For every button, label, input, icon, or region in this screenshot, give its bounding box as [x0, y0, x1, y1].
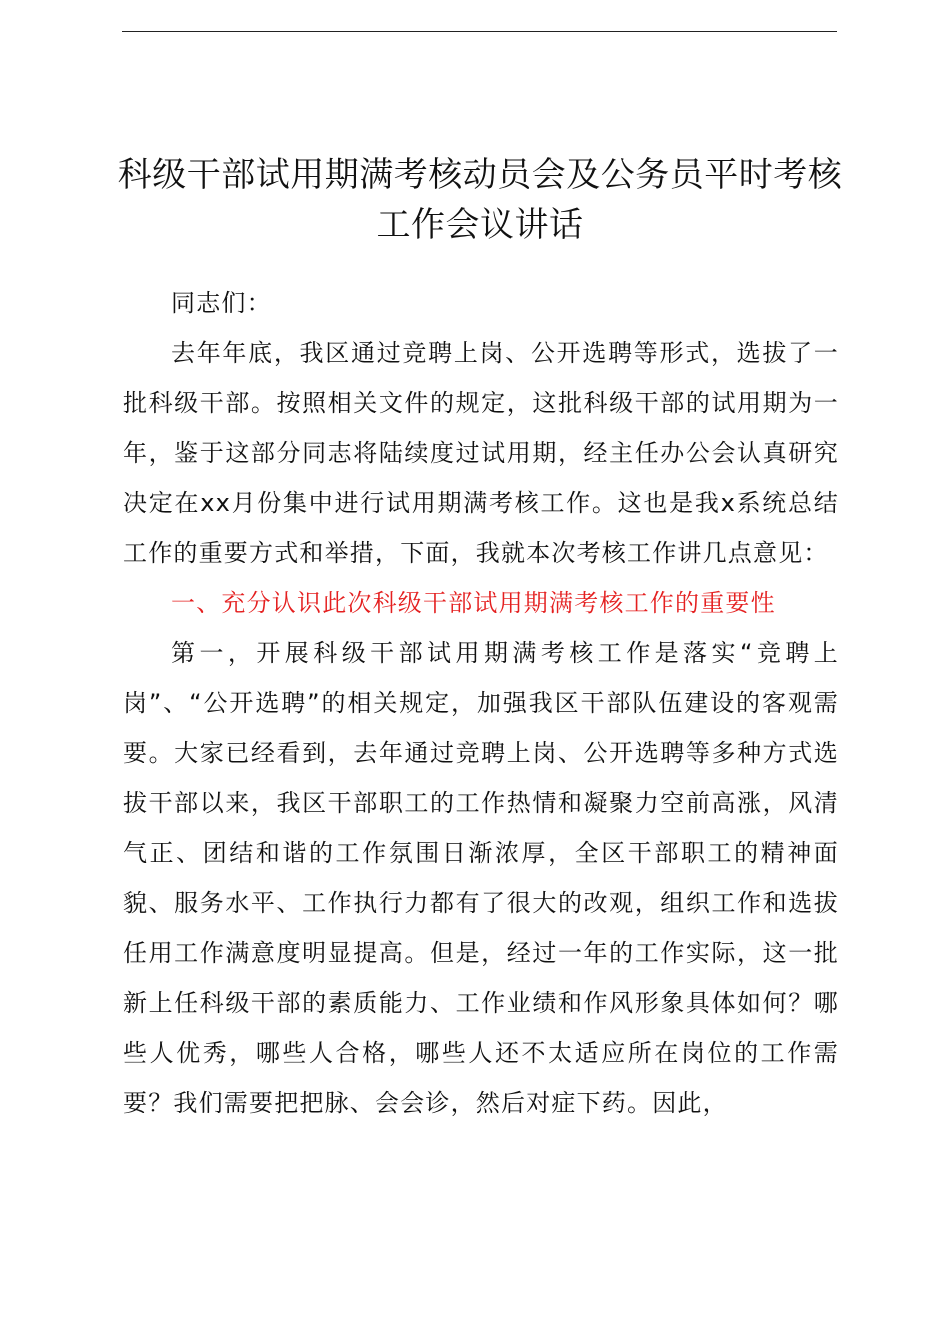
- section-heading: 一、充分认识此次科级干部试用期满考核工作的重要性: [171, 589, 776, 617]
- greeting: 同志们：: [171, 289, 272, 317]
- document-body: [123, 278, 839, 1128]
- header-rule: [122, 31, 837, 32]
- document-title: 科级干部试用期满考核动员会及公务员平时考核工作会议讲话: [117, 155, 843, 245]
- paragraph-first-point: 第一，开展科级干部试用期满考核工作是落实“竞聘上岗”、“公开选聘”的相关规定，加强我区干部队伍建设的客观需要。大家已经看到，去年通过竞聘上岗、公开选聘等多种方式选拔干部以来，我区干部职工的工作热情和凝聚力空前高涨，风清气正、团结和谐的工作氛围日渐浓厚，全区干部职工的精神面貌、服务水平、工作执行力都有了很大的改观，组织工作和选拔任用工作满意度明显提高。但是，经过一年的工作实际，这一批新上任科级干部的素质能力、工作业绩和作风形象具体如何？哪些人优秀，哪些人合格，哪些人还不太适应所在岗位的工作需要？我们需要把把脉、会会诊，然后对症下药。因此，: [123, 639, 839, 1117]
- paragraph-intro: 去年年底，我区通过竞聘上岗、公开选聘等形式，选拔了一批科级干部。按照相关文件的规定，这批科级干部的试用期为一年，鉴于这部分同志将陆续度过试用期，经主任办公会认真研究决定在xx月份集中进行试用期满考核工作。这也是我x系统总结工作的重要方式和举措，下面，我就本次考核工作讲几点意见：: [123, 339, 839, 567]
